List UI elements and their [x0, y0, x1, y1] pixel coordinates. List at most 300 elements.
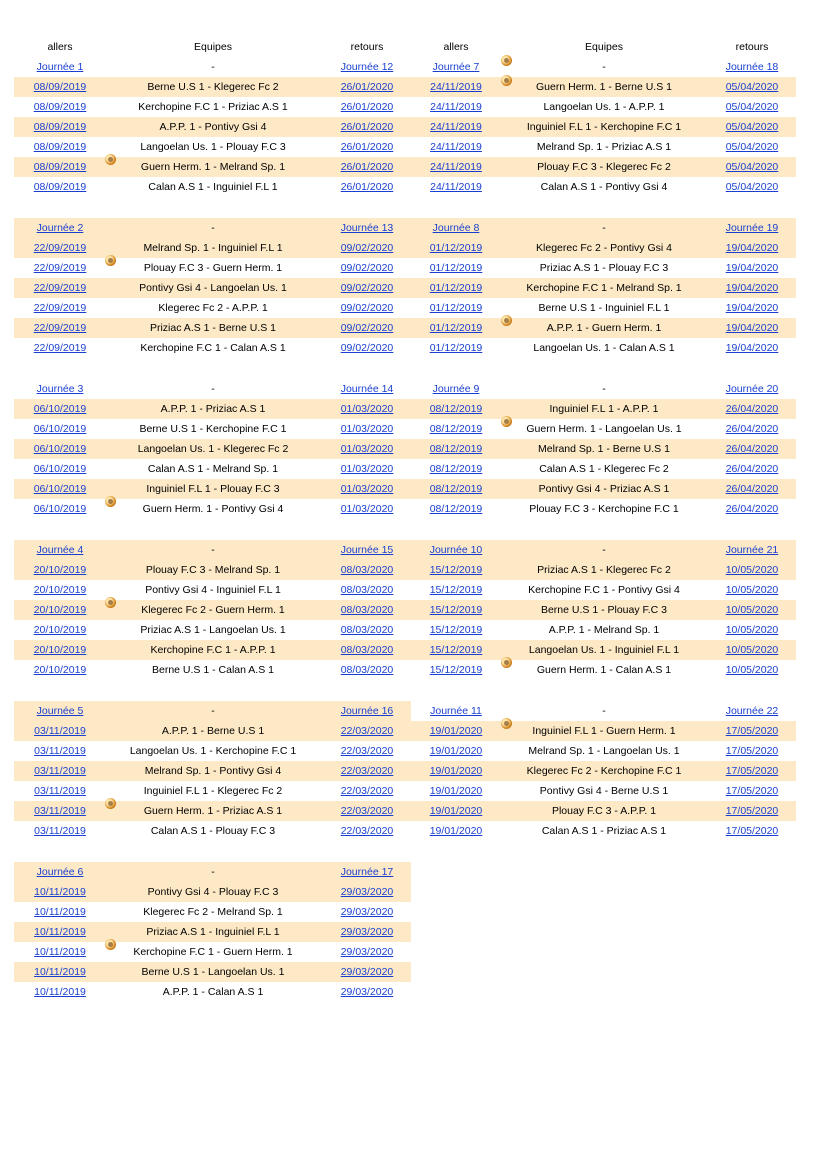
journee-title-row — [411, 540, 796, 560]
retour-date-link[interactable]: 10/05/2020 — [725, 624, 779, 636]
match-teams: Kerchopine F.C 1 - Pontivy Gsi 4 — [528, 584, 680, 596]
retour-date-link[interactable]: 17/05/2020 — [725, 765, 779, 777]
match-teams: Melrand Sp. 1 - Berne U.S 1 — [538, 443, 670, 455]
retour-date-link[interactable]: 09/02/2020 — [340, 342, 394, 354]
retour-date-link[interactable]: 05/04/2020 — [725, 121, 779, 133]
match-teams: Kerchopine F.C 1 - Calan A.S 1 — [140, 342, 286, 354]
match-row — [14, 258, 411, 278]
football-icon — [105, 798, 116, 809]
match-teams: Calan A.S 1 - Klegerec Fc 2 — [539, 463, 669, 475]
journee-retour-link[interactable]: Journée 12 — [340, 61, 394, 73]
match-teams: Berne U.S 1 - Inguiniel F.L 1 — [538, 302, 670, 314]
retour-date-link[interactable]: 01/03/2020 — [340, 483, 394, 495]
match-teams: Kerchopine F.C 1 - Priziac A.S 1 — [138, 101, 288, 113]
match-row — [411, 499, 796, 519]
journee-title-row — [411, 218, 796, 238]
match-row — [14, 459, 411, 479]
journee-retour-link[interactable]: Journée 19 — [725, 222, 779, 234]
aller-date-link[interactable]: 20/10/2019 — [33, 604, 87, 616]
journee-separator: - — [602, 383, 606, 395]
retour-date-link[interactable]: 22/03/2020 — [340, 825, 394, 837]
match-row — [411, 278, 796, 298]
retour-date-link[interactable]: 01/03/2020 — [340, 463, 394, 475]
match-teams: Klegerec Fc 2 - Pontivy Gsi 4 — [536, 242, 672, 254]
match-teams: Pontivy Gsi 4 - Inguiniel F.L 1 — [145, 584, 281, 596]
match-teams: A.P.P. 1 - Guern Herm. 1 — [546, 322, 662, 334]
aller-date-link[interactable]: 24/11/2019 — [430, 81, 482, 93]
retour-date-link[interactable]: 26/04/2020 — [725, 403, 779, 415]
aller-date-link[interactable]: 19/01/2020 — [429, 805, 483, 817]
header-allers-right: allers — [443, 41, 469, 53]
retour-date-link[interactable]: 05/04/2020 — [725, 141, 779, 153]
aller-date-link[interactable]: 08/12/2019 — [429, 423, 483, 435]
retour-date-link[interactable]: 22/03/2020 — [340, 805, 394, 817]
match-row — [14, 399, 411, 419]
aller-date-link[interactable]: 24/11/2019 — [430, 121, 482, 133]
aller-date-link[interactable]: 01/12/2019 — [429, 342, 483, 354]
aller-date-link[interactable]: 03/11/2019 — [34, 765, 86, 777]
journee-aller-link[interactable]: Journée 3 — [36, 383, 84, 395]
match-row — [411, 439, 796, 459]
journee-title-row — [14, 57, 411, 77]
match-row — [14, 781, 411, 801]
match-teams: Inguiniel F.L 1 - Klegerec Fc 2 — [143, 785, 283, 797]
match-teams: Plouay F.C 3 - Klegerec Fc 2 — [537, 161, 671, 173]
match-row — [411, 238, 796, 258]
journee-retour-link[interactable]: Journée 14 — [340, 383, 394, 395]
retour-date-link[interactable]: 10/05/2020 — [725, 664, 779, 676]
match-row — [411, 801, 796, 821]
match-row — [411, 177, 796, 197]
right-journee-block — [411, 218, 796, 358]
match-row — [14, 177, 411, 197]
retour-date-link[interactable]: 05/04/2020 — [725, 81, 779, 93]
journee-aller-link[interactable]: Journée 2 — [36, 222, 84, 234]
retour-date-link[interactable]: 10/05/2020 — [725, 604, 779, 616]
right-journee-block — [411, 701, 796, 841]
retour-date-link[interactable]: 09/02/2020 — [340, 302, 394, 314]
match-row — [14, 499, 411, 519]
match-teams: Priziac A.S 1 - Klegerec Fc 2 — [537, 564, 671, 576]
retour-date-link[interactable]: 26/01/2020 — [340, 121, 394, 133]
football-icon — [501, 416, 512, 427]
retour-date-link[interactable]: 17/05/2020 — [725, 725, 779, 737]
match-row — [411, 580, 796, 600]
retour-date-link[interactable]: 29/03/2020 — [340, 986, 394, 998]
football-icon — [501, 657, 512, 668]
journee-aller-link[interactable]: Journée 8 — [432, 222, 480, 234]
aller-date-link[interactable]: 08/09/2019 — [33, 121, 87, 133]
match-teams: Klegerec Fc 2 - Guern Herm. 1 — [141, 604, 285, 616]
match-teams: Plouay F.C 3 - Melrand Sp. 1 — [145, 564, 281, 576]
match-row — [14, 741, 411, 761]
aller-date-link[interactable]: 24/11/2019 — [430, 101, 482, 113]
match-teams: Plouay F.C 3 - A.P.P. 1 — [551, 805, 657, 817]
journee-retour-link[interactable]: Journée 17 — [340, 866, 394, 878]
journee-retour-link[interactable]: Journée 15 — [340, 544, 394, 556]
match-teams: Melrand Sp. 1 - Inguiniel F.L 1 — [143, 242, 283, 254]
match-row — [411, 399, 796, 419]
match-row — [14, 298, 411, 318]
retour-date-link[interactable]: 01/03/2020 — [340, 423, 394, 435]
journee-aller-link[interactable]: Journée 11 — [430, 705, 482, 717]
aller-date-link[interactable]: 10/11/2019 — [34, 946, 86, 958]
match-row — [411, 640, 796, 660]
journee-retour-link[interactable]: Journée 18 — [725, 61, 779, 73]
aller-date-link[interactable]: 20/10/2019 — [33, 644, 87, 656]
aller-date-link[interactable]: 20/10/2019 — [33, 664, 87, 676]
retour-date-link[interactable]: 09/02/2020 — [340, 242, 394, 254]
aller-date-link[interactable]: 03/11/2019 — [34, 785, 86, 797]
match-teams: Priziac A.S 1 - Plouay F.C 3 — [539, 262, 669, 274]
match-teams: Langoelan Us. 1 - Kerchopine F.C 1 — [129, 745, 297, 757]
retour-date-link[interactable]: 01/03/2020 — [340, 503, 394, 515]
match-row — [411, 560, 796, 580]
match-teams: Berne U.S 1 - Langoelan Us. 1 — [141, 966, 285, 978]
match-row — [14, 761, 411, 781]
aller-date-link[interactable]: 06/10/2019 — [33, 423, 87, 435]
retour-date-link[interactable]: 29/03/2020 — [340, 966, 394, 978]
retour-date-link[interactable]: 17/05/2020 — [725, 825, 779, 837]
retour-date-link[interactable]: 26/01/2020 — [340, 161, 394, 173]
journee-title-row — [411, 701, 796, 721]
journee-title-row — [411, 57, 796, 77]
retour-date-link[interactable]: 08/03/2020 — [340, 644, 394, 656]
retour-date-link[interactable]: 10/05/2020 — [725, 644, 779, 656]
match-row — [14, 419, 411, 439]
retour-date-link[interactable]: 26/04/2020 — [725, 483, 779, 495]
retour-date-link[interactable]: 09/02/2020 — [340, 262, 394, 274]
aller-date-link[interactable]: 06/10/2019 — [33, 503, 87, 515]
match-teams: Calan A.S 1 - Pontivy Gsi 4 — [540, 181, 668, 193]
match-teams: A.P.P. 1 - Pontivy Gsi 4 — [159, 121, 267, 133]
match-teams: Melrand Sp. 1 - Langoelan Us. 1 — [528, 745, 680, 757]
aller-date-link[interactable]: 15/12/2019 — [429, 664, 483, 676]
aller-date-link[interactable]: 10/11/2019 — [34, 906, 86, 918]
header-retours-right: retours — [735, 41, 769, 53]
match-teams: Langoelan Us. 1 - Plouay F.C 3 — [140, 141, 286, 153]
match-teams: Pontivy Gsi 4 - Langoelan Us. 1 — [139, 282, 287, 294]
football-icon — [105, 154, 116, 165]
match-row — [411, 660, 796, 680]
match-teams: Melrand Sp. 1 - Priziac A.S 1 — [536, 141, 672, 153]
match-row — [14, 721, 411, 741]
retour-date-link[interactable]: 05/04/2020 — [725, 161, 779, 173]
aller-date-link[interactable]: 24/11/2019 — [430, 181, 482, 193]
aller-date-link[interactable]: 01/12/2019 — [429, 242, 483, 254]
journee-separator: - — [211, 705, 215, 717]
aller-date-link[interactable]: 19/01/2020 — [429, 765, 483, 777]
aller-date-link[interactable]: 08/09/2019 — [33, 101, 87, 113]
journee-separator: - — [211, 222, 215, 234]
match-teams: Berne U.S 1 - Kerchopine F.C 1 — [139, 423, 287, 435]
match-row — [14, 922, 411, 942]
match-row — [14, 479, 411, 499]
match-row — [14, 962, 411, 982]
match-row — [411, 761, 796, 781]
football-icon — [501, 75, 512, 86]
left-journee-block — [14, 218, 411, 358]
left-journee-block — [14, 701, 411, 841]
aller-date-link[interactable]: 22/09/2019 — [33, 302, 87, 314]
match-teams: Guern Herm. 1 - Berne U.S 1 — [536, 81, 672, 93]
match-row — [411, 781, 796, 801]
journee-separator: - — [602, 544, 606, 556]
match-row — [14, 439, 411, 459]
match-teams: A.P.P. 1 - Melrand Sp. 1 — [548, 624, 660, 636]
match-row — [14, 338, 411, 358]
match-row — [411, 338, 796, 358]
journee-separator: - — [211, 383, 215, 395]
match-row — [411, 459, 796, 479]
journee-retour-link[interactable]: Journée 13 — [340, 222, 394, 234]
aller-date-link[interactable]: 22/09/2019 — [33, 242, 87, 254]
football-icon — [501, 315, 512, 326]
aller-date-link[interactable]: 15/12/2019 — [429, 624, 483, 636]
aller-date-link[interactable]: 01/12/2019 — [429, 282, 483, 294]
aller-date-link[interactable]: 15/12/2019 — [429, 584, 483, 596]
retour-date-link[interactable]: 09/02/2020 — [340, 322, 394, 334]
header-row — [0, 40, 826, 54]
match-row — [411, 137, 796, 157]
retour-date-link[interactable]: 22/03/2020 — [340, 765, 394, 777]
match-row — [411, 157, 796, 177]
aller-date-link[interactable]: 03/11/2019 — [34, 805, 86, 817]
match-row — [14, 620, 411, 640]
journee-retour-link[interactable]: Journée 20 — [725, 383, 779, 395]
aller-date-link[interactable]: 06/10/2019 — [33, 483, 87, 495]
match-teams: Langoelan Us. 1 - Inguiniel F.L 1 — [528, 644, 680, 656]
aller-date-link[interactable]: 10/11/2019 — [34, 966, 86, 978]
journee-aller-link[interactable]: Journée 4 — [36, 544, 84, 556]
match-teams: Guern Herm. 1 - Priziac A.S 1 — [143, 805, 283, 817]
retour-date-link[interactable]: 22/03/2020 — [340, 745, 394, 757]
retour-date-link[interactable]: 26/01/2020 — [340, 141, 394, 153]
aller-date-link[interactable]: 06/10/2019 — [33, 403, 87, 415]
aller-date-link[interactable]: 10/11/2019 — [34, 986, 86, 998]
match-teams: Kerchopine F.C 1 - A.P.P. 1 — [150, 644, 276, 656]
match-teams: Melrand Sp. 1 - Pontivy Gsi 4 — [144, 765, 282, 777]
aller-date-link[interactable]: 19/01/2020 — [429, 785, 483, 797]
retour-date-link[interactable]: 29/03/2020 — [340, 926, 394, 938]
match-teams: Inguiniel F.L 1 - Plouay F.C 3 — [146, 483, 280, 495]
journee-aller-link[interactable]: Journée 5 — [36, 705, 84, 717]
header-allers-left: allers — [47, 41, 73, 53]
retour-date-link[interactable]: 19/04/2020 — [725, 262, 779, 274]
left-journee-block — [14, 862, 411, 1002]
retour-date-link[interactable]: 19/04/2020 — [725, 242, 779, 254]
retour-date-link[interactable]: 10/05/2020 — [725, 564, 779, 576]
retour-date-link[interactable]: 29/03/2020 — [340, 946, 394, 958]
aller-date-link[interactable]: 01/12/2019 — [429, 302, 483, 314]
match-row — [14, 821, 411, 841]
aller-date-link[interactable]: 22/09/2019 — [33, 282, 87, 294]
aller-date-link[interactable]: 08/09/2019 — [33, 161, 87, 173]
retour-date-link[interactable]: 08/03/2020 — [340, 564, 394, 576]
retour-date-link[interactable]: 26/04/2020 — [725, 503, 779, 515]
match-teams: Berne U.S 1 - Calan A.S 1 — [152, 664, 274, 676]
match-row — [14, 137, 411, 157]
match-teams: Guern Herm. 1 - Langoelan Us. 1 — [526, 423, 682, 435]
right-journee-block — [411, 57, 796, 197]
aller-date-link[interactable]: 08/12/2019 — [429, 463, 483, 475]
journee-aller-link[interactable]: Journée 1 — [36, 61, 84, 73]
aller-date-link[interactable]: 20/10/2019 — [33, 584, 87, 596]
match-teams: Pontivy Gsi 4 - Plouay F.C 3 — [147, 886, 279, 898]
match-teams: Langoelan Us. 1 - A.P.P. 1 — [543, 101, 665, 113]
aller-date-link[interactable]: 08/12/2019 — [429, 483, 483, 495]
aller-date-link[interactable]: 22/09/2019 — [33, 342, 87, 354]
match-teams: A.P.P. 1 - Calan A.S 1 — [162, 986, 264, 998]
retour-date-link[interactable]: 19/04/2020 — [725, 302, 779, 314]
retour-date-link[interactable]: 10/05/2020 — [725, 584, 779, 596]
aller-date-link[interactable]: 19/01/2020 — [429, 725, 483, 737]
football-icon — [501, 718, 512, 729]
journee-title-row — [14, 862, 411, 882]
retour-date-link[interactable]: 01/03/2020 — [340, 443, 394, 455]
retour-date-link[interactable]: 08/03/2020 — [340, 624, 394, 636]
retour-date-link[interactable]: 29/03/2020 — [340, 906, 394, 918]
aller-date-link[interactable]: 08/12/2019 — [429, 403, 483, 415]
aller-date-link[interactable]: 22/09/2019 — [33, 262, 87, 274]
retour-date-link[interactable]: 17/05/2020 — [725, 805, 779, 817]
aller-date-link[interactable]: 20/10/2019 — [33, 564, 87, 576]
journee-aller-link[interactable]: Journée 7 — [432, 61, 480, 73]
match-row — [14, 560, 411, 580]
aller-date-link[interactable]: 06/10/2019 — [33, 463, 87, 475]
match-teams: Priziac A.S 1 - Inguiniel F.L 1 — [146, 926, 280, 938]
aller-date-link[interactable]: 19/01/2020 — [429, 825, 483, 837]
retour-date-link[interactable]: 05/04/2020 — [725, 101, 779, 113]
header-equipes-right: Equipes — [585, 41, 623, 53]
right-journee-block — [411, 379, 796, 519]
match-row — [14, 660, 411, 680]
header-retours-left: retours — [350, 41, 384, 53]
match-teams: A.P.P. 1 - Priziac A.S 1 — [160, 403, 266, 415]
match-row — [14, 580, 411, 600]
aller-date-link[interactable]: 08/12/2019 — [429, 443, 483, 455]
match-teams: Inguiniel F.L 1 - Kerchopine F.C 1 — [526, 121, 682, 133]
aller-date-link[interactable]: 08/09/2019 — [33, 81, 87, 93]
football-icon — [105, 255, 116, 266]
match-teams: Guern Herm. 1 - Calan A.S 1 — [536, 664, 672, 676]
match-row — [14, 640, 411, 660]
match-row — [411, 258, 796, 278]
aller-date-link[interactable]: 03/11/2019 — [34, 725, 86, 737]
retour-date-link[interactable]: 08/03/2020 — [340, 584, 394, 596]
retour-date-link[interactable]: 29/03/2020 — [340, 886, 394, 898]
retour-date-link[interactable]: 08/03/2020 — [340, 604, 394, 616]
journee-retour-link[interactable]: Journée 16 — [340, 705, 394, 717]
journee-aller-link[interactable]: Journée 6 — [36, 866, 84, 878]
match-row — [411, 117, 796, 137]
aller-date-link[interactable]: 08/09/2019 — [33, 181, 87, 193]
match-row — [411, 821, 796, 841]
aller-date-link[interactable]: 24/11/2019 — [430, 161, 482, 173]
left-journee-block — [14, 379, 411, 519]
retour-date-link[interactable]: 17/05/2020 — [725, 745, 779, 757]
match-teams: Pontivy Gsi 4 - Berne U.S 1 — [539, 785, 669, 797]
match-teams: Priziac A.S 1 - Berne U.S 1 — [149, 322, 277, 334]
aller-date-link[interactable]: 15/12/2019 — [429, 564, 483, 576]
retour-date-link[interactable]: 26/01/2020 — [340, 181, 394, 193]
match-teams: Klegerec Fc 2 - Melrand Sp. 1 — [143, 906, 283, 918]
aller-date-link[interactable]: 03/11/2019 — [34, 745, 86, 757]
journee-separator: - — [602, 61, 606, 73]
retour-date-link[interactable]: 26/04/2020 — [725, 443, 779, 455]
retour-date-link[interactable]: 26/04/2020 — [725, 463, 779, 475]
aller-date-link[interactable]: 10/11/2019 — [34, 926, 86, 938]
match-row — [14, 157, 411, 177]
retour-date-link[interactable]: 19/04/2020 — [725, 322, 779, 334]
journee-aller-link[interactable]: Journée 10 — [429, 544, 483, 556]
journee-separator: - — [602, 222, 606, 234]
retour-date-link[interactable]: 22/03/2020 — [340, 785, 394, 797]
journee-retour-link[interactable]: Journée 21 — [725, 544, 779, 556]
match-teams: A.P.P. 1 - Berne U.S 1 — [161, 725, 265, 737]
aller-date-link[interactable]: 10/11/2019 — [34, 886, 86, 898]
retour-date-link[interactable]: 22/03/2020 — [340, 725, 394, 737]
journee-aller-link[interactable]: Journée 9 — [432, 383, 480, 395]
aller-date-link[interactable]: 15/12/2019 — [429, 604, 483, 616]
match-teams: Langoelan Us. 1 - Klegerec Fc 2 — [137, 443, 289, 455]
retour-date-link[interactable]: 08/03/2020 — [340, 664, 394, 676]
aller-date-link[interactable]: 15/12/2019 — [429, 644, 483, 656]
retour-date-link[interactable]: 17/05/2020 — [725, 785, 779, 797]
retour-date-link[interactable]: 05/04/2020 — [725, 181, 779, 193]
match-teams: Berne U.S 1 - Plouay F.C 3 — [540, 604, 668, 616]
aller-date-link[interactable]: 24/11/2019 — [430, 141, 482, 153]
match-row — [411, 620, 796, 640]
match-teams: Guern Herm. 1 - Pontivy Gsi 4 — [142, 503, 284, 515]
header-equipes-left: Equipes — [194, 41, 232, 53]
retour-date-link[interactable]: 19/04/2020 — [725, 342, 779, 354]
retour-date-link[interactable]: 26/04/2020 — [725, 423, 779, 435]
aller-date-link[interactable]: 22/09/2019 — [33, 322, 87, 334]
aller-date-link[interactable]: 20/10/2019 — [33, 624, 87, 636]
match-teams: Calan A.S 1 - Priziac A.S 1 — [541, 825, 667, 837]
retour-date-link[interactable]: 09/02/2020 — [340, 282, 394, 294]
aller-date-link[interactable]: 19/01/2020 — [429, 745, 483, 757]
match-teams: Calan A.S 1 - Melrand Sp. 1 — [147, 463, 279, 475]
match-row — [14, 801, 411, 821]
aller-date-link[interactable]: 06/10/2019 — [33, 443, 87, 455]
journee-retour-link[interactable]: Journée 22 — [725, 705, 779, 717]
match-row — [411, 479, 796, 499]
match-teams: Plouay F.C 3 - Kerchopine F.C 1 — [529, 503, 679, 515]
aller-date-link[interactable]: 01/12/2019 — [429, 262, 483, 274]
aller-date-link[interactable]: 08/09/2019 — [33, 141, 87, 153]
football-icon — [105, 939, 116, 950]
match-row — [14, 318, 411, 338]
journee-title-row — [14, 379, 411, 399]
match-teams: Berne U.S 1 - Klegerec Fc 2 — [147, 81, 279, 93]
match-teams: Klegerec Fc 2 - Kerchopine F.C 1 — [526, 765, 682, 777]
match-teams: Inguiniel F.L 1 - Guern Herm. 1 — [532, 725, 676, 737]
aller-date-link[interactable]: 01/12/2019 — [429, 322, 483, 334]
retour-date-link[interactable]: 19/04/2020 — [725, 282, 779, 294]
match-teams: Plouay F.C 3 - Guern Herm. 1 — [143, 262, 283, 274]
aller-date-link[interactable]: 08/12/2019 — [429, 503, 483, 515]
retour-date-link[interactable]: 26/01/2020 — [340, 101, 394, 113]
match-row — [14, 982, 411, 1002]
retour-date-link[interactable]: 26/01/2020 — [340, 81, 394, 93]
journee-separator: - — [211, 61, 215, 73]
retour-date-link[interactable]: 01/03/2020 — [340, 403, 394, 415]
match-row — [411, 298, 796, 318]
aller-date-link[interactable]: 03/11/2019 — [34, 825, 86, 837]
right-journee-block — [411, 540, 796, 680]
